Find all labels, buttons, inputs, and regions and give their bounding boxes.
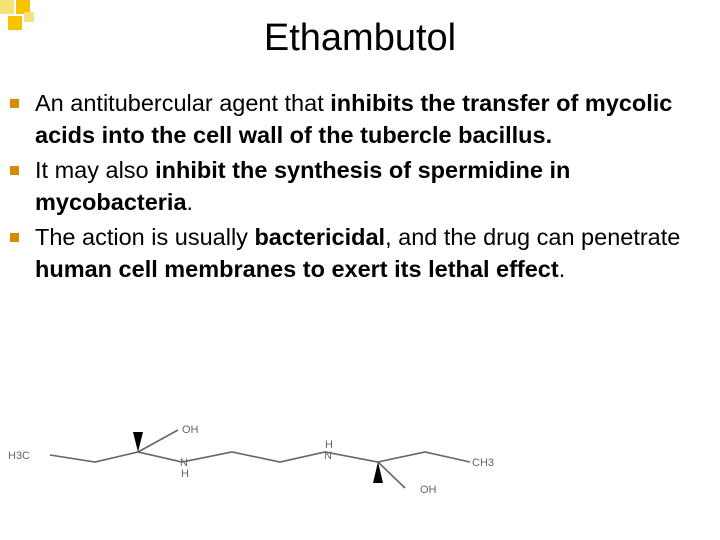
ethambutol-structure-diagram: [0, 410, 520, 500]
label-nh-right-n: N: [324, 450, 332, 462]
bullet-text: The action is usually bactericidal, and the drug can penetrate human cell membranes to exert its lethal effect.: [35, 224, 681, 282]
bullet-item: [8, 87, 714, 151]
label-oh-bottom: OH: [420, 484, 437, 496]
bullet-text: An antitubercular agent that inhibits the transfer of mycolic acids into the cell wall of the tubercle bacillus.: [35, 90, 673, 148]
bullet-item: [8, 154, 714, 218]
label-ch3: CH3: [472, 457, 495, 469]
label-nh-left-n: N: [180, 457, 188, 469]
bullet-list: [8, 87, 714, 288]
label-nh-right-h: H: [325, 439, 333, 451]
slide-title: Ethambutol: [263, 17, 457, 59]
label-oh-top: OH: [182, 424, 199, 436]
bullet-square-icon: [10, 166, 19, 175]
label-h3c: H3C: [8, 450, 31, 462]
label-nh-left-h: H: [181, 468, 189, 480]
bullet-item: [8, 221, 714, 285]
bullet-text: It may also inhibit the synthesis of spermidine in mycobacteria.: [35, 157, 571, 215]
bullet-square-icon: [10, 233, 19, 242]
bullet-square-icon: [10, 99, 19, 108]
